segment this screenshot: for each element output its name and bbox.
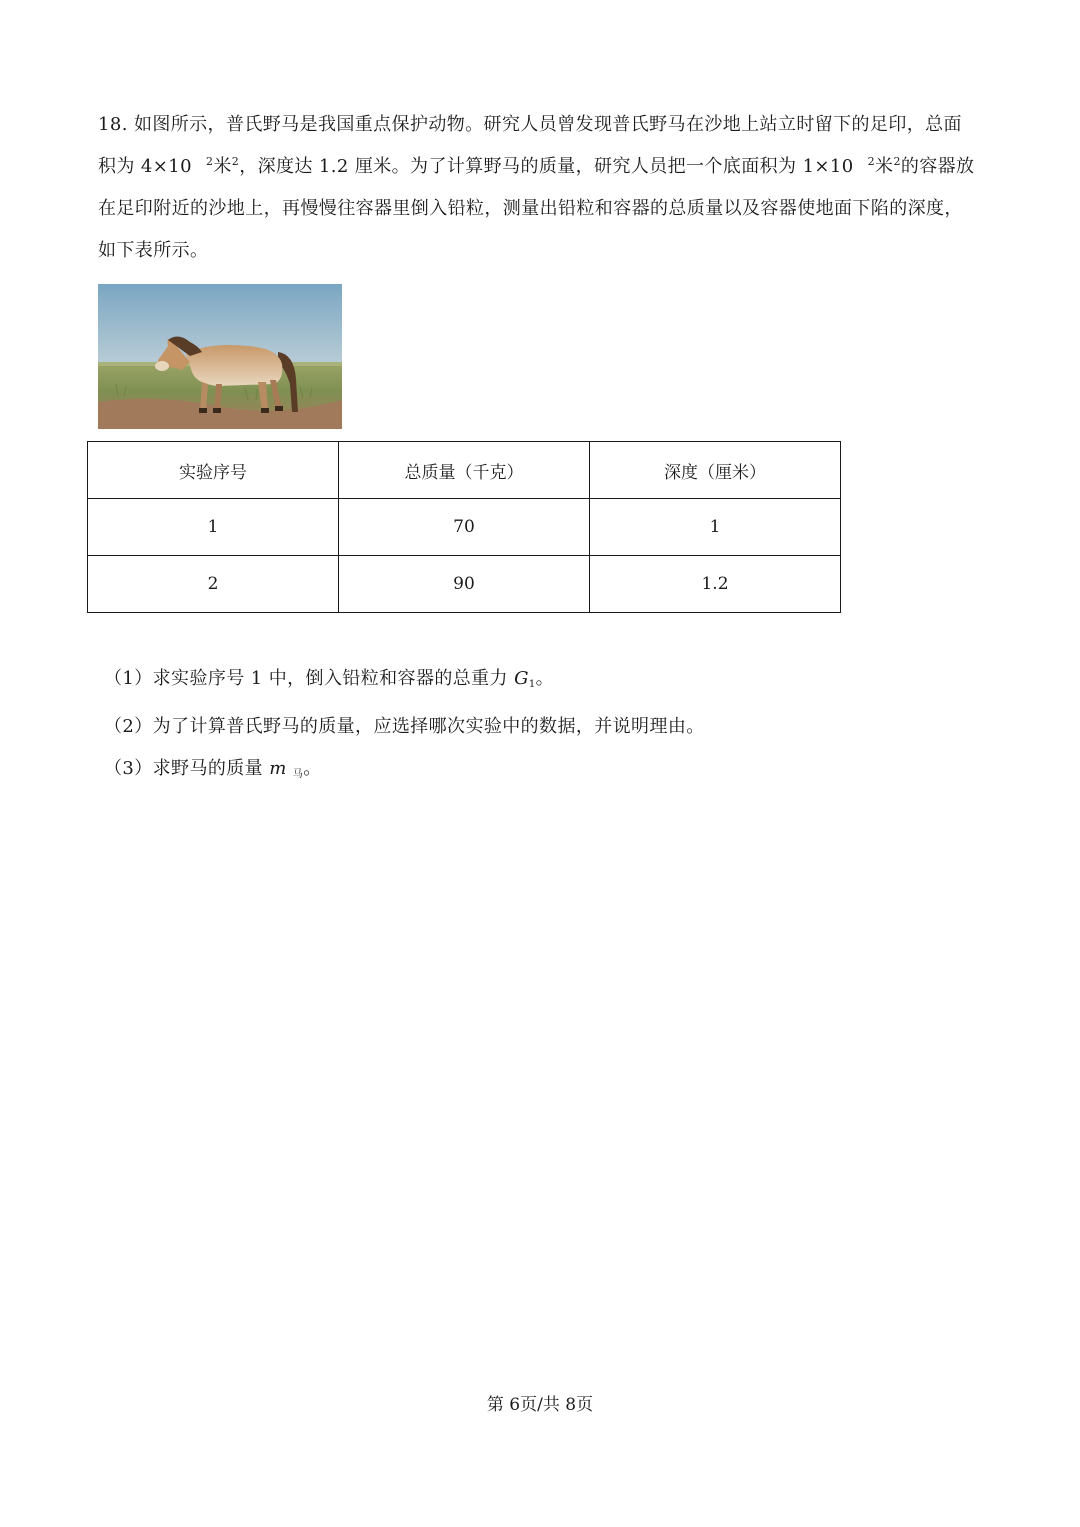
sub-question-1: （1）求实验序号 1 中，倒入铅粒和容器的总重力 $G_1$。 bbox=[104, 668, 555, 690]
table-header-cell: 总质量（千克） bbox=[339, 442, 590, 499]
question-line-2: 积为 4×10 $^2$米$^2$，深度达 1.2 厘米。为了计算野马的质量，研究人员把一个底面积为 1×10 $^2$米$^2$的容器放 bbox=[98, 155, 975, 177]
table-header-row bbox=[88, 442, 841, 499]
question-line-4: 如下表所示。 bbox=[98, 240, 209, 261]
question-line-3: 在足印附近的沙地上，再慢慢往容器里倒入铅粒，测量出铅粒和容器的总质量以及容器使地面下陷的深度， bbox=[98, 198, 963, 219]
horse-photo bbox=[98, 284, 342, 429]
page-footer: 第 6页/共 8页 bbox=[486, 1395, 594, 1415]
sub-question-3: （3）求野马的质量 m $_马$。 bbox=[104, 758, 322, 780]
table-row bbox=[88, 499, 841, 556]
question-18 bbox=[98, 104, 988, 272]
horse-illustration bbox=[98, 284, 342, 429]
table-cell: 2 bbox=[88, 556, 339, 613]
table-cell: 1 bbox=[590, 499, 841, 556]
table-header-cell: 实验序号 bbox=[88, 442, 339, 499]
question-number: 18. bbox=[98, 114, 128, 135]
sub-questions bbox=[104, 658, 705, 796]
table-cell: 70 bbox=[339, 499, 590, 556]
sub-question-2: （2）为了计算普氏野马的质量，应选择哪次实验中的数据，并说明理由。 bbox=[104, 716, 705, 737]
question-line-1: 18. 如图所示，普氏野马是我国重点保护动物。研究人员曾发现普氏野马在沙地上站立时留下的足印，总面 bbox=[98, 114, 962, 135]
table-cell: 1.2 bbox=[590, 556, 841, 613]
table-cell: 1 bbox=[88, 499, 339, 556]
table-header-cell: 深度（厘米） bbox=[590, 442, 841, 499]
experiment-table bbox=[87, 441, 841, 613]
table-row bbox=[88, 556, 841, 613]
table-cell: 90 bbox=[339, 556, 590, 613]
